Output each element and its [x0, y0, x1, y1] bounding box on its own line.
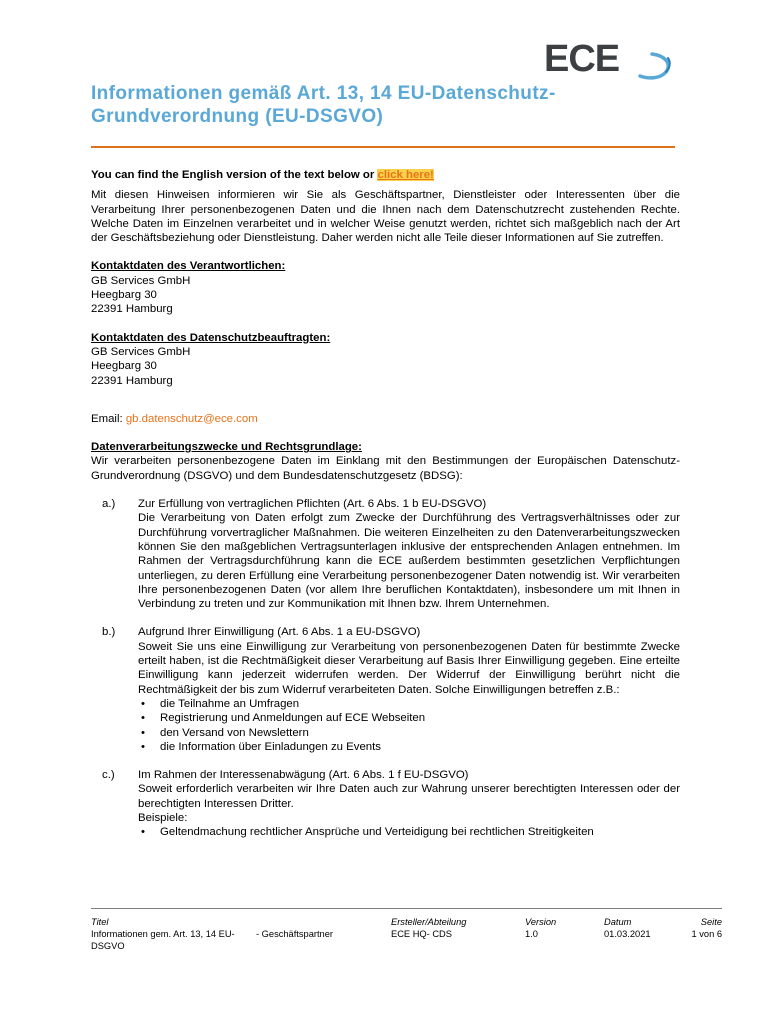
dpo-heading: Kontaktdaten des Datenschutzbeauftragten:	[91, 331, 331, 344]
item-text: Soweit erforderlich verarbeiten wir Ihre Daten auch zur Wahrung unserer berechtigten Interessen oder der berechtigten Interessen Dritter.	[138, 783, 680, 810]
email-label: Email:	[91, 412, 126, 425]
footer-date-heading: Datum	[604, 917, 632, 927]
controller-line-2: Heegbarg 30	[91, 289, 157, 302]
email-line	[91, 412, 680, 426]
bullet-item: • die Information über Einladungen zu Events	[138, 740, 680, 754]
dpo-line-3: 22391 Hamburg	[91, 374, 173, 387]
footer-title-heading: Titel	[91, 917, 109, 927]
bullet-item: • Registrierung und Anmeldungen auf ECE Webseiten	[138, 711, 680, 725]
footer-page-value: 1 von 6	[691, 929, 722, 939]
purposes-text: Wir verarbeiten personenbezogene Daten im Einklang mit den Bestimmungen der Europäischen Datenschutz-Grundverordnung (DSGVO) und dem Bundesdatenschutzgesetz (BDSG):	[91, 455, 680, 482]
english-note-text: You can find the English version of the text below or	[91, 169, 378, 181]
item-title: Zur Erfüllung von vertraglichen Pflichten (Art. 6 Abs. 1 b EU-DSGVO)	[138, 498, 487, 511]
title-line-1: Informationen gemäß Art. 13, 14 EU-Datenschutz-	[91, 83, 556, 104]
page-title	[91, 82, 691, 128]
footer-version-heading: Version	[525, 917, 557, 927]
ece-logo	[544, 40, 674, 82]
email-link[interactable]: gb.datenschutz@ece.com	[125, 412, 258, 425]
controller-line-1: GB Services GmbH	[91, 274, 191, 287]
footer-title-suffix: - Geschäftspartner	[256, 929, 333, 939]
item-label: b.)	[102, 626, 116, 639]
item-label: a.)	[102, 498, 116, 511]
footer-version	[525, 916, 556, 940]
logo-text: ECE	[544, 38, 620, 80]
bullet-item: • Geltendmachung rechtlicher Ansprüche und Verteidigung bei rechtlichen Streitigkeiten	[138, 825, 680, 839]
item-sub: Beispiele:	[138, 811, 188, 824]
footer-page	[672, 916, 722, 940]
footer-author-heading: Ersteller/Abteilung	[391, 917, 467, 927]
item-text: Die Verarbeitung von Daten erfolgt zum Zwecke der Durchführung des Vertragsverhältnisses oder zur Durchführung vorvertraglicher Maßnahmen. Die weiteren Einzelheiten zu den Datenverarbeitungszwecken können Sie den maßgeblichen Vertragsunterlagen inklusive der entsprechenden Anlagen entnehmen. Im Rahmen der Vertragsdurchführung kann die ECE außerdem bestimmten gesetzlichen Verpflichtungen unterliegen, zu deren Erfüllung eine Verarbeitung personenbezogener Daten notwendig ist. Wir verarbeiten Ihre personenbezogenen Daten (vor allem Ihre beruflichen Kontaktdaten), insbesondere um mit Ihnen in Verbindung zu treten und zur Kommunikation mit Ihnen bzw. Ihrem Unternehmen.	[138, 512, 680, 611]
title-divider	[91, 146, 675, 148]
dpo-line-1: GB Services GmbH	[91, 345, 191, 358]
title-line-2: Grundverordnung (EU-DSGVO)	[91, 106, 384, 127]
footer-divider	[91, 908, 722, 909]
footer-author-value: ECE HQ- CDS	[391, 929, 452, 939]
dpo-line-2: Heegbarg 30	[91, 360, 157, 373]
footer-date	[604, 916, 651, 940]
controller-line-3: 22391 Hamburg	[91, 303, 173, 316]
purposes-heading: Datenverarbeitungszwecke und Rechtsgrundlage:	[91, 441, 362, 454]
footer-date-value: 01.03.2021	[604, 929, 651, 939]
english-version-note	[91, 168, 680, 182]
click-here-link[interactable]: click here!	[377, 169, 434, 181]
footer-title-value-1: Informationen gem. Art. 13, 14 EU-	[91, 929, 235, 939]
item-text: Soweit Sie uns eine Einwilligung zur Verarbeitung von personenbezogenen Daten für bestimmte Zwecke erteilt haben, ist die Rechtmäßigkeit dieser Verarbeitung auf Basis Ihrer Einwilligung gegeben. Eine erteilte Einwilligung kann jederzeit widerrufen werden. Der Widerruf der Einwilligung berührt nicht die Rechtmäßigkeit der bis zum Widerruf verarbeiteten Daten. Solche Einwilligungen betreffen z.B.:	[138, 640, 680, 696]
footer-page-heading: Seite	[700, 917, 722, 927]
footer-author	[391, 916, 466, 940]
footer-version-value: 1.0	[525, 929, 538, 939]
list-item-a	[91, 497, 680, 611]
list-item-b	[91, 625, 680, 754]
item-title: Aufgrund Ihrer Einwilligung (Art. 6 Abs. 1 a EU-DSGVO)	[138, 626, 421, 639]
logo-swoosh-icon	[622, 48, 674, 84]
example-bullets	[138, 825, 680, 839]
document-body	[91, 168, 680, 840]
bullet-item: • die Teilnahme an Umfragen	[138, 697, 680, 711]
controller-heading: Kontaktdaten des Verantwortlichen:	[91, 260, 286, 273]
item-label: c.)	[102, 769, 115, 782]
intro-paragraph: Mit diesen Hinweisen informieren wir Sie als Geschäftspartner, Dienstleister oder Interessenten über die Verarbeitung Ihrer personenbezogenen Daten und die Ihnen nach dem Datenschutzrecht zustehenden Rechte. Welche Daten im Einzelnen verarbeitet und in welcher Weise genutzt werden, richtet sich maßgeblich nach der Art der Geschäftsbeziehung oder Dienstleistung. Daher werden nicht alle Teile dieser Informationen auf Sie zutreffen.	[91, 189, 680, 245]
footer-title-value-2: DSGVO	[91, 941, 125, 951]
item-title: Im Rahmen der Interessenabwägung (Art. 6 Abs. 1 f EU-DSGVO)	[138, 769, 469, 782]
bullet-item: • den Versand von Newslettern	[138, 726, 680, 740]
list-item-c	[91, 768, 680, 839]
consent-bullets	[138, 697, 680, 754]
